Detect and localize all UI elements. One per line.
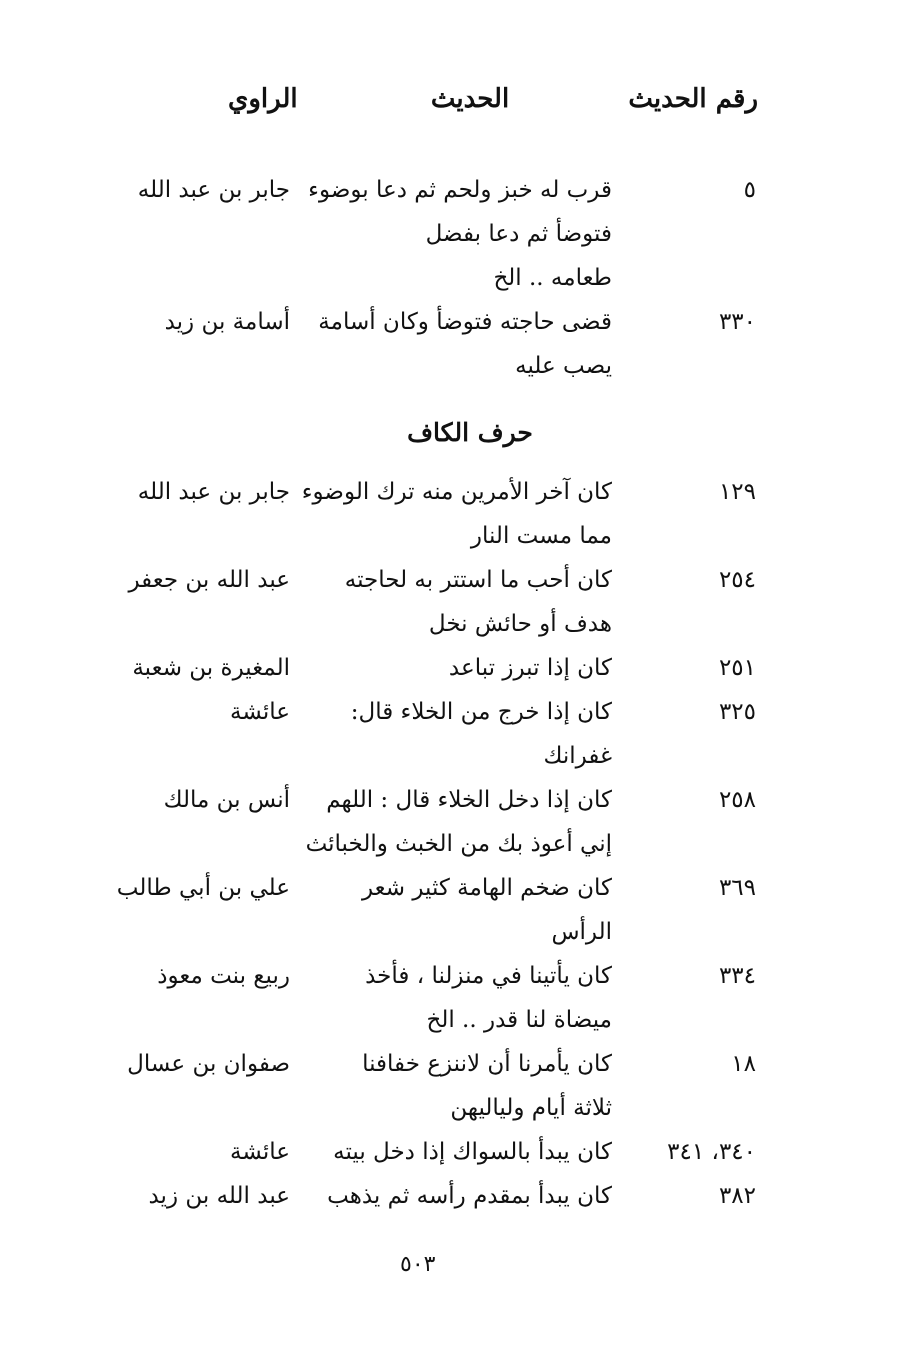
hadith-text bbox=[312, 1174, 612, 1218]
hadith-text-line: ثلاثة أيام ولياليهن bbox=[450, 1095, 612, 1121]
narrator-name: عائشة bbox=[230, 699, 290, 725]
hadith-text-line: كان يبدأ بالسواك إذا دخل بيته bbox=[333, 1139, 612, 1165]
narrator-name: ربيع بنت معوذ bbox=[157, 963, 290, 989]
hadith-text-line: إني أعوذ بك من الخبث والخبائث bbox=[305, 831, 612, 857]
hadith-number: ٣٤٠، ٣٤١ bbox=[667, 1139, 756, 1165]
hadith-number: ٢٥١ bbox=[718, 655, 756, 681]
hadith-number: ١٢٩ bbox=[718, 479, 756, 505]
hadith-text-line: كان أحب ما استتر به لحاجته bbox=[344, 567, 612, 593]
hadith-text bbox=[305, 778, 612, 866]
hadith-number: ٣٦٩ bbox=[718, 875, 756, 901]
hadith-number: ٣٣٠ bbox=[718, 309, 756, 335]
hadith-text-line: كان يبدأ بمقدم رأسه ثم يذهب bbox=[327, 1183, 612, 1209]
hadith-text-line: كان يأمرنا أن لاننزع خفافنا bbox=[362, 1051, 612, 1077]
index-entry bbox=[0, 690, 918, 778]
narrator-name: علي بن أبي طالب bbox=[116, 875, 290, 901]
index-entry bbox=[0, 954, 918, 1042]
hadith-text-line: كان آخر الأمرين منه ترك الوضوء bbox=[301, 479, 612, 505]
hadith-number: ٢٥٨ bbox=[718, 787, 756, 813]
hadith-text-line: هدف أو حائش نخل bbox=[428, 611, 612, 637]
hadith-text bbox=[312, 866, 612, 954]
hadith-text-line: كان إذا تبرز تباعد bbox=[448, 655, 612, 681]
hadith-number: ١٨ bbox=[731, 1051, 756, 1077]
narrator-name: أسامة بن زيد bbox=[164, 309, 290, 335]
column-header bbox=[0, 84, 918, 124]
index-entry bbox=[0, 646, 918, 690]
narrator-name: عبد الله بن زيد bbox=[148, 1183, 290, 1209]
index-entry bbox=[0, 558, 918, 646]
hadith-number: ٢٥٤ bbox=[718, 567, 756, 593]
narrator-name: عبد الله بن جعفر bbox=[128, 567, 290, 593]
hadith-text bbox=[312, 646, 612, 690]
narrator-name: جابر بن عبد الله bbox=[137, 177, 290, 203]
index-entry bbox=[0, 300, 918, 388]
hadith-text-line: فتوضأ ثم دعا بفضل bbox=[425, 221, 612, 247]
narrator-name: أنس بن مالك bbox=[163, 787, 290, 813]
hadith-text-line: قضى حاجته فتوضأ وكان أسامة bbox=[318, 309, 612, 335]
hadith-number: ٣٣٤ bbox=[718, 963, 756, 989]
hadith-text-line: كان يأتينا في منزلنا ، فأخذ bbox=[365, 963, 612, 989]
index-entry bbox=[0, 778, 918, 866]
index-entry bbox=[0, 1174, 918, 1218]
header-number: رقم الحديث bbox=[628, 84, 758, 114]
hadith-text-line: كان ضخم الهامة كثير شعر bbox=[361, 875, 612, 901]
hadith-text bbox=[312, 954, 612, 1042]
narrator-name: جابر بن عبد الله bbox=[137, 479, 290, 505]
hadith-text bbox=[308, 168, 612, 300]
index-entry bbox=[0, 866, 918, 954]
hadith-number: ٣٨٢ bbox=[718, 1183, 756, 1209]
hadith-text-line: كان إذا خرج من الخلاء قال: bbox=[350, 699, 612, 725]
hadith-number: ٥ bbox=[743, 177, 756, 203]
hadith-text-line: يصب عليه bbox=[515, 353, 612, 379]
index-entry bbox=[0, 470, 918, 558]
hadith-text-line: قرب له خبز ولحم ثم دعا بوضوء bbox=[308, 177, 612, 203]
hadith-text-line: ميضاة لنا قدر .. الخ bbox=[426, 1007, 612, 1033]
index-entry bbox=[0, 168, 918, 300]
hadith-text bbox=[301, 470, 612, 558]
index-entry bbox=[0, 1130, 918, 1174]
hadith-text-line: طعامه .. الخ bbox=[493, 265, 612, 291]
hadith-text-line: كان إذا دخل الخلاء قال : اللهم bbox=[326, 787, 612, 813]
narrator-name: عائشة bbox=[230, 1139, 290, 1165]
hadith-text-line: غفرانك bbox=[543, 743, 612, 769]
narrator-name: المغيرة بن شعبة bbox=[132, 655, 290, 681]
header-narrator: الراوي bbox=[228, 84, 298, 114]
hadith-text bbox=[312, 558, 612, 646]
hadith-text-line: الرأس bbox=[551, 919, 612, 945]
page-number: ٥٠٣ bbox=[400, 1252, 436, 1277]
hadith-text bbox=[312, 300, 612, 388]
section-title: حرف الكاف bbox=[407, 418, 533, 447]
hadith-number: ٣٢٥ bbox=[718, 699, 756, 725]
narrator-name: صفوان بن عسال bbox=[127, 1051, 290, 1077]
hadith-text bbox=[312, 1130, 612, 1174]
index-entry bbox=[0, 1042, 918, 1130]
header-hadith: الحديث bbox=[430, 84, 510, 114]
hadith-text bbox=[312, 690, 612, 778]
hadith-text-line: مما مست النار bbox=[470, 523, 612, 549]
hadith-text bbox=[312, 1042, 612, 1130]
